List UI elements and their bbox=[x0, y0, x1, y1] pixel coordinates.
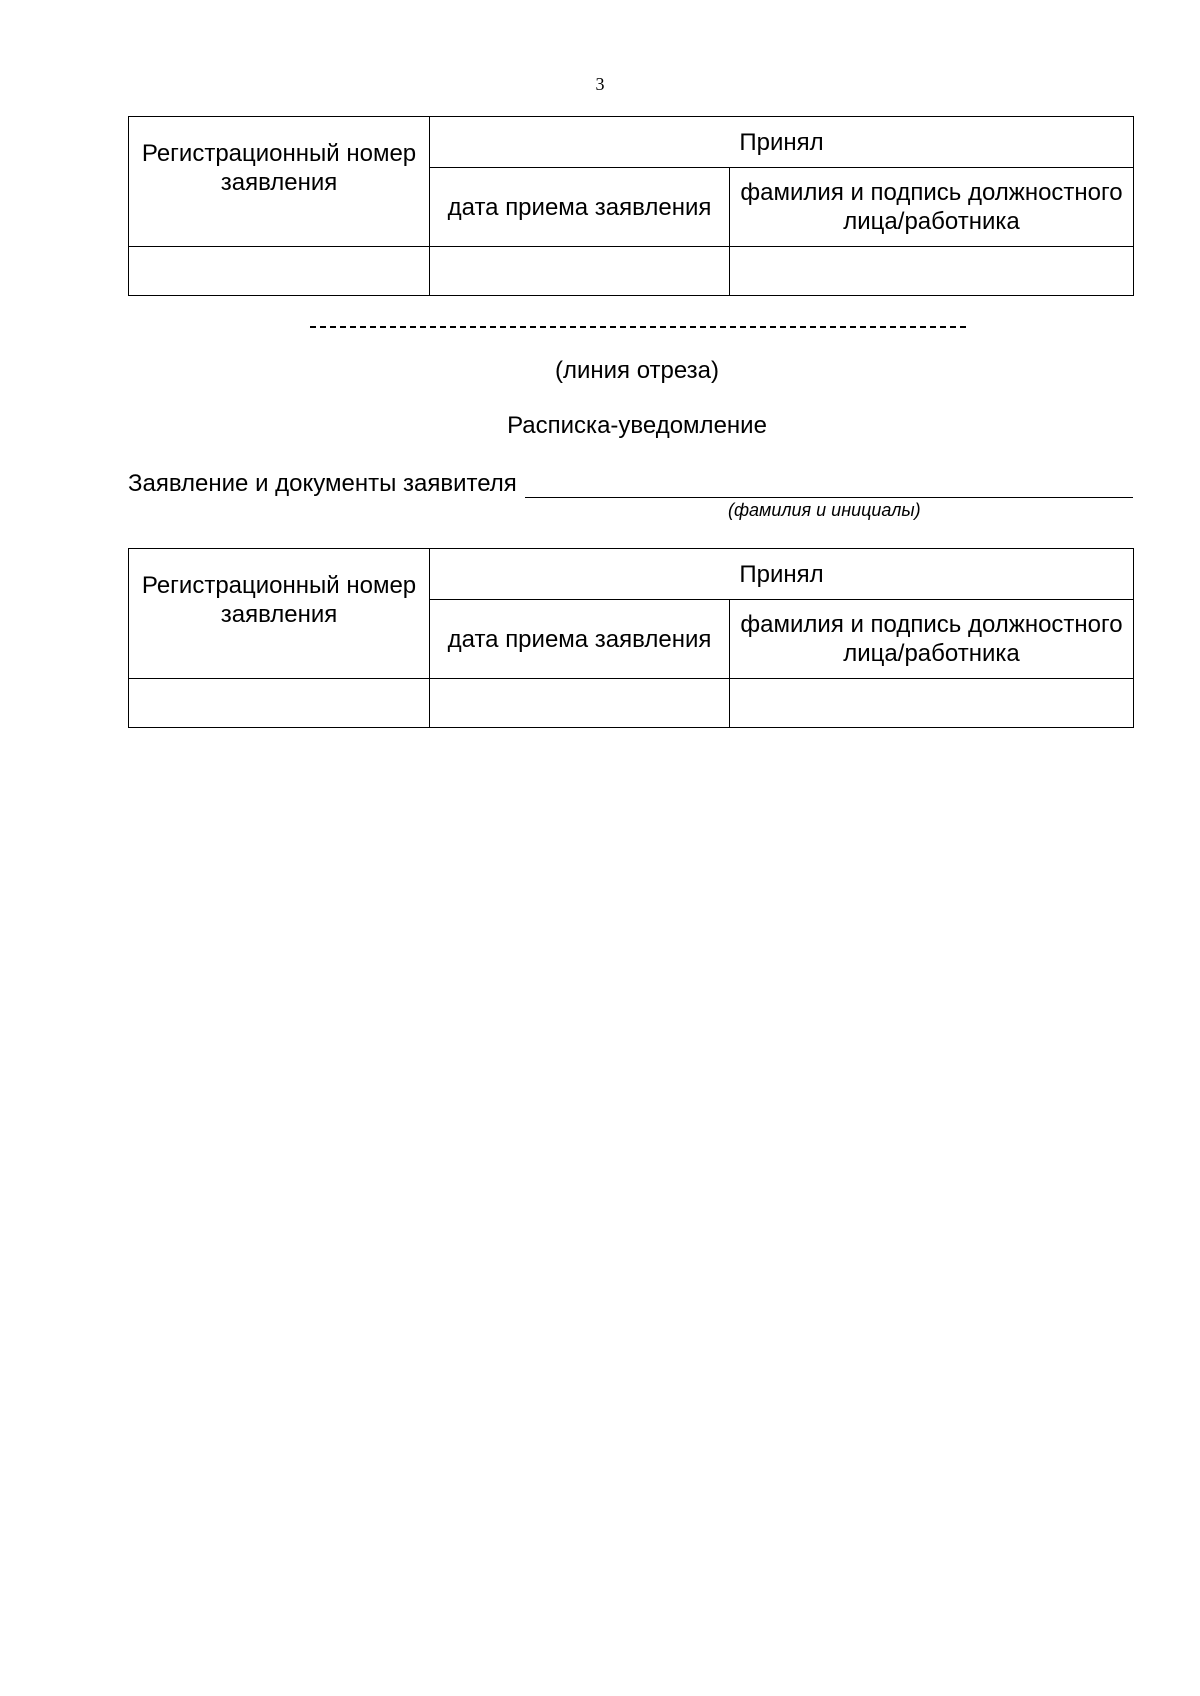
date-header: дата приема заявления bbox=[430, 168, 730, 247]
accepted-header: Принял bbox=[430, 549, 1134, 600]
date-header: дата приема заявления bbox=[430, 600, 730, 679]
applicant-label: Заявление и документы заявителя bbox=[128, 470, 517, 497]
accepted-header: Принял bbox=[430, 117, 1134, 168]
registration-table-top bbox=[128, 116, 1134, 296]
cut-line-caption: (линия отреза) bbox=[554, 357, 720, 384]
reg-number-cell[interactable] bbox=[129, 679, 430, 728]
registration-table-bottom bbox=[128, 548, 1134, 728]
official-cell[interactable] bbox=[730, 247, 1134, 296]
receipt-title: Расписка-уведомление bbox=[507, 412, 767, 439]
applicant-field-caption: (фамилия и инициалы) bbox=[728, 500, 921, 520]
date-cell[interactable] bbox=[430, 679, 730, 728]
official-header: фамилия и подпись должностного лица/работника bbox=[730, 168, 1134, 247]
reg-number-header: Регистрационный номер заявления bbox=[129, 549, 430, 679]
reg-number-header: Регистрационный номер заявления bbox=[129, 117, 430, 247]
page-number: 3 bbox=[595, 74, 605, 94]
cut-line bbox=[310, 326, 966, 328]
official-cell[interactable] bbox=[730, 679, 1134, 728]
official-header: фамилия и подпись должностного лица/работника bbox=[730, 600, 1134, 679]
applicant-line bbox=[128, 470, 1133, 498]
reg-number-cell[interactable] bbox=[129, 247, 430, 296]
date-cell[interactable] bbox=[430, 247, 730, 296]
applicant-name-field[interactable] bbox=[525, 473, 1133, 498]
